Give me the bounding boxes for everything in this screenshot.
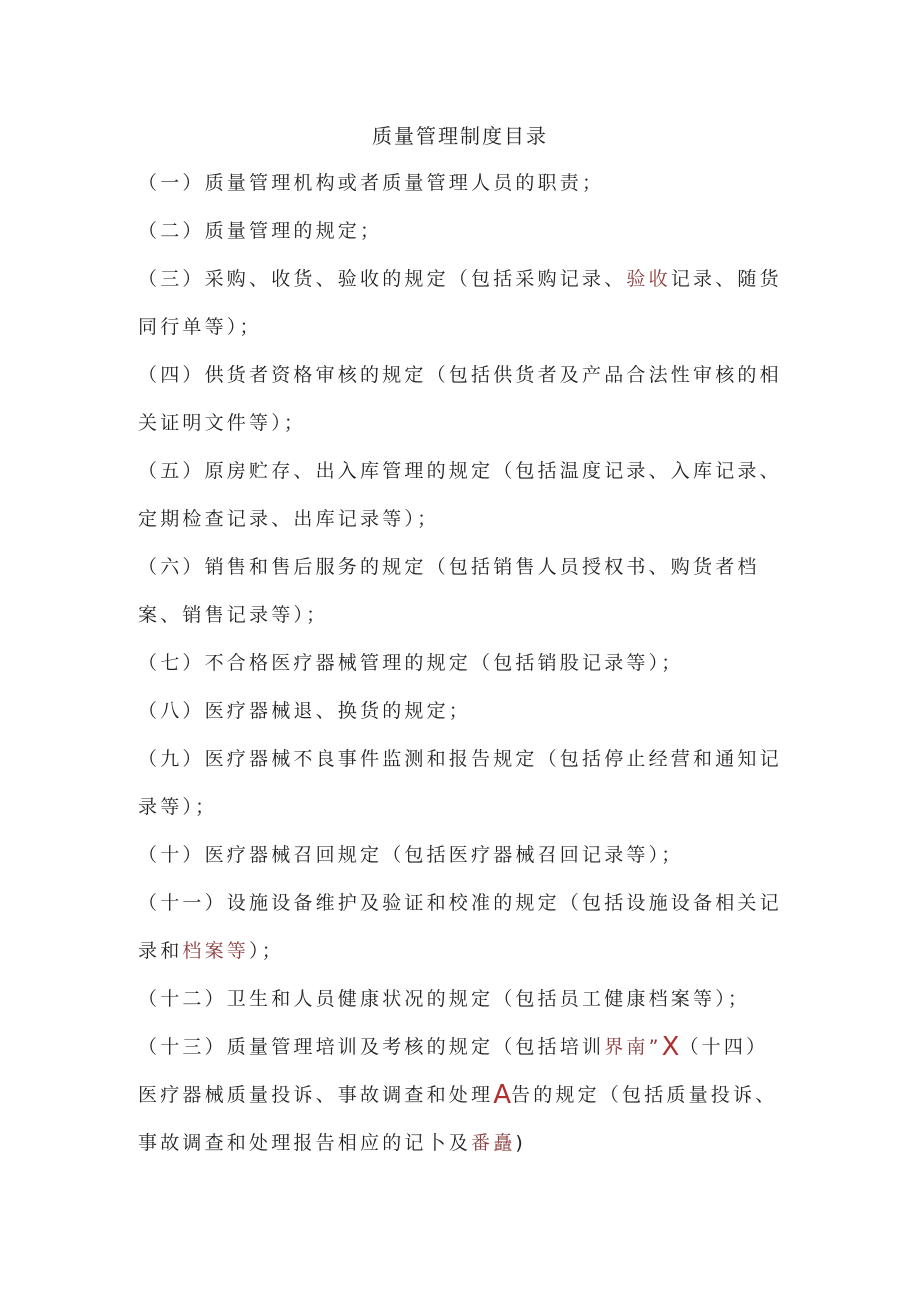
item-text: 医疗器械质量投诉、事故调查和处理 xyxy=(138,1084,494,1106)
list-item-continuation xyxy=(138,308,778,356)
list-item xyxy=(138,548,778,596)
list-item-continuation xyxy=(138,404,778,452)
item-text: （五）原房贮存、出入库管理的规定（包括温度记录、入库记录、 xyxy=(138,460,782,482)
item-text: （七）不合格医疗器械管理的规定（包括销股记录等）； xyxy=(138,652,684,674)
item-text: ）； xyxy=(249,940,284,962)
list-item-continuation xyxy=(138,596,778,644)
item-text: 录等）； xyxy=(138,796,218,818)
item-text: ) xyxy=(515,1132,527,1154)
item-text: 事故调查和处理报告相应的记卜及 xyxy=(138,1132,472,1154)
list-item xyxy=(138,164,778,212)
list-item xyxy=(138,452,782,500)
list-item-continuation xyxy=(138,932,778,980)
item-text: （三）采购、收货、验收的规定（包括采购记录、 xyxy=(138,268,627,290)
item-text: （二）质量管理的规定； xyxy=(138,220,383,242)
item-text: 案、销售记录等）； xyxy=(138,604,329,626)
item-text: （十二）卫生和人员健康状况的规定（包括员工健康档案等）； xyxy=(138,988,751,1010)
list-item xyxy=(138,740,782,788)
list-item xyxy=(138,980,778,1028)
item-text: 关证明文件等）； xyxy=(138,412,307,434)
list-item-continuation xyxy=(138,1124,778,1172)
item-text: （十一）设施设备维护及验证和校准的规定（包括设施设备相关记 xyxy=(138,892,782,914)
list-item xyxy=(138,1028,778,1076)
item-text: （十四） xyxy=(679,1036,769,1058)
list-item-continuation xyxy=(138,788,778,836)
item-text: （六）销售和售后服务的规定（包括销售人员授权书、购货者档 xyxy=(138,556,760,578)
x-mark: X xyxy=(661,1032,680,1062)
item-text: （十）医疗器械召回规定（包括医疗器械召回记录等）； xyxy=(138,844,684,866)
list-item xyxy=(138,644,778,692)
list-item xyxy=(138,692,778,740)
item-text: 同行单等）； xyxy=(138,316,262,338)
item-text: （九）医疗器械不良事件监测和报告规定（包括停止经营和通知记 xyxy=(138,748,782,770)
list-item xyxy=(138,1076,778,1124)
item-text: （四）供货者资格审核的规定（包括供货者及产品合法性审核的相 xyxy=(138,364,782,386)
item-text: （一）质量管理机构或者质量管理人员的职责； xyxy=(138,172,605,194)
highlighted-text: 验收 xyxy=(626,268,671,290)
list-item xyxy=(138,260,782,308)
item-text: 告的规定（包括质量投诉、 xyxy=(511,1084,778,1106)
item-text: 定期检查记录、出库记录等）； xyxy=(138,508,440,530)
highlighted-text: 界南” xyxy=(604,1036,662,1058)
list-item-continuation xyxy=(138,500,778,548)
item-text: （八）医疗器械退、换货的规定； xyxy=(138,700,472,722)
list-item xyxy=(138,356,782,404)
highlighted-text: 档案等 xyxy=(182,940,250,962)
item-text: （十三）质量管理培训及考核的规定（包括培训 xyxy=(138,1036,605,1058)
highlighted-text: 番矗 xyxy=(471,1132,516,1154)
a-mark: A xyxy=(493,1080,511,1110)
list-item xyxy=(138,212,778,260)
document-body xyxy=(138,164,782,1172)
item-text: 记录、随货 xyxy=(670,268,782,290)
item-text: 录和 xyxy=(138,940,183,962)
list-item xyxy=(138,884,782,932)
list-item xyxy=(138,836,778,884)
page-title: 质量管理制度目录 xyxy=(372,124,548,148)
